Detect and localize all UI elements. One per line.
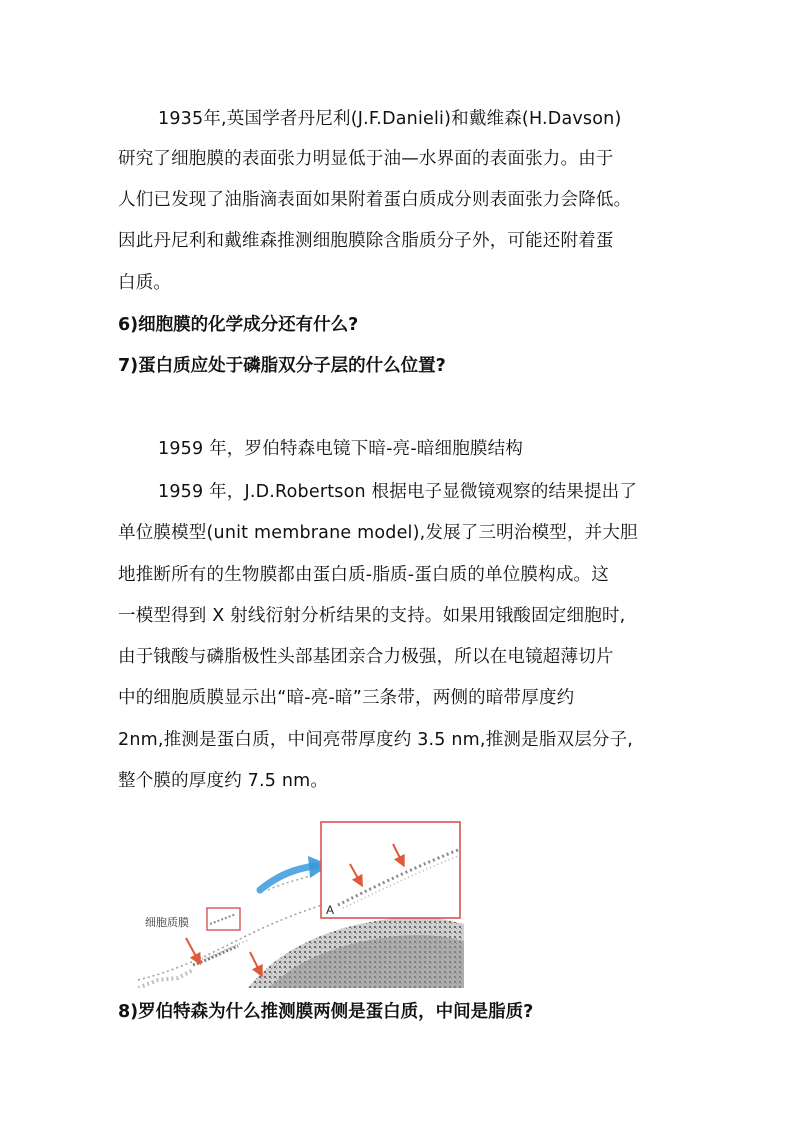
paragraph-2-line: 由于锇酸与磷脂极性头部基团亲合力极强，所以在电镜超薄切片 [118,647,614,667]
paragraph-1-line: 研究了细胞膜的表面张力明显低于油—水界面的表面张力。由于 [118,149,614,169]
question-8: 8)罗伯特森为什么推测膜两侧是蛋白质，中间是脂质? [118,1002,534,1022]
cell-membrane-label: 细胞质膜 [145,916,189,929]
paragraph-2-line: 中的细胞质膜显示出“暗-亮-暗”三条带，两侧的暗带厚度约 [118,688,575,708]
paragraph-1-line: 1935年,英国学者丹尼利(J.F.Danieli)和戴维森(H.Davson) [158,109,622,129]
paragraph-2-line: 地推断所有的生物膜都由蛋白质-脂质-蛋白质的单位膜构成。这 [118,565,609,585]
paragraph-1-line: 白质。 [118,273,172,293]
question-7: 7)蛋白质应处于磷脂双分子层的什么位置? [118,356,446,376]
micrograph-illustration [138,820,464,988]
paragraph-1-line: 人们已发现了油脂滴表面如果附着蛋白质成分则表面张力会降低。 [118,190,632,210]
red-arrow-icon [250,952,260,972]
paragraph-2-line: 2nm,推测是蛋白质，中间亮带厚度约 3.5 nm,推测是脂双层分子, [118,730,634,750]
question-6: 6)细胞膜的化学成分还有什么? [118,315,359,335]
inset-frame [321,822,460,918]
paragraph-2-line: 单位膜模型(unit membrane model),发展了三明治模型，并大胆 [118,523,638,543]
blue-arrow-icon [260,866,316,890]
paragraph-2-line: 1959 年，J.D.Robertson 根据电子显微镜观察的结果提出了 [158,482,638,502]
selection-frame [207,908,240,930]
paragraph-1-line: 因此丹尼利和戴维森推测细胞膜除含脂质分子外，可能还附着蛋 [118,231,614,251]
paragraph-2-line: 整个膜的厚度约 7.5 nm。 [118,771,329,791]
paragraph-2-line: 一模型得到 X 射线衍射分析结果的支持。如果用锇酸固定细胞时, [118,606,626,626]
red-arrow-icon [186,938,198,960]
inset-letter-label: A [326,903,335,917]
section-heading-1959: 1959 年，罗伯特森电镜下暗-亮-暗细胞膜结构 [158,439,524,459]
electron-micrograph-figure [138,820,464,988]
